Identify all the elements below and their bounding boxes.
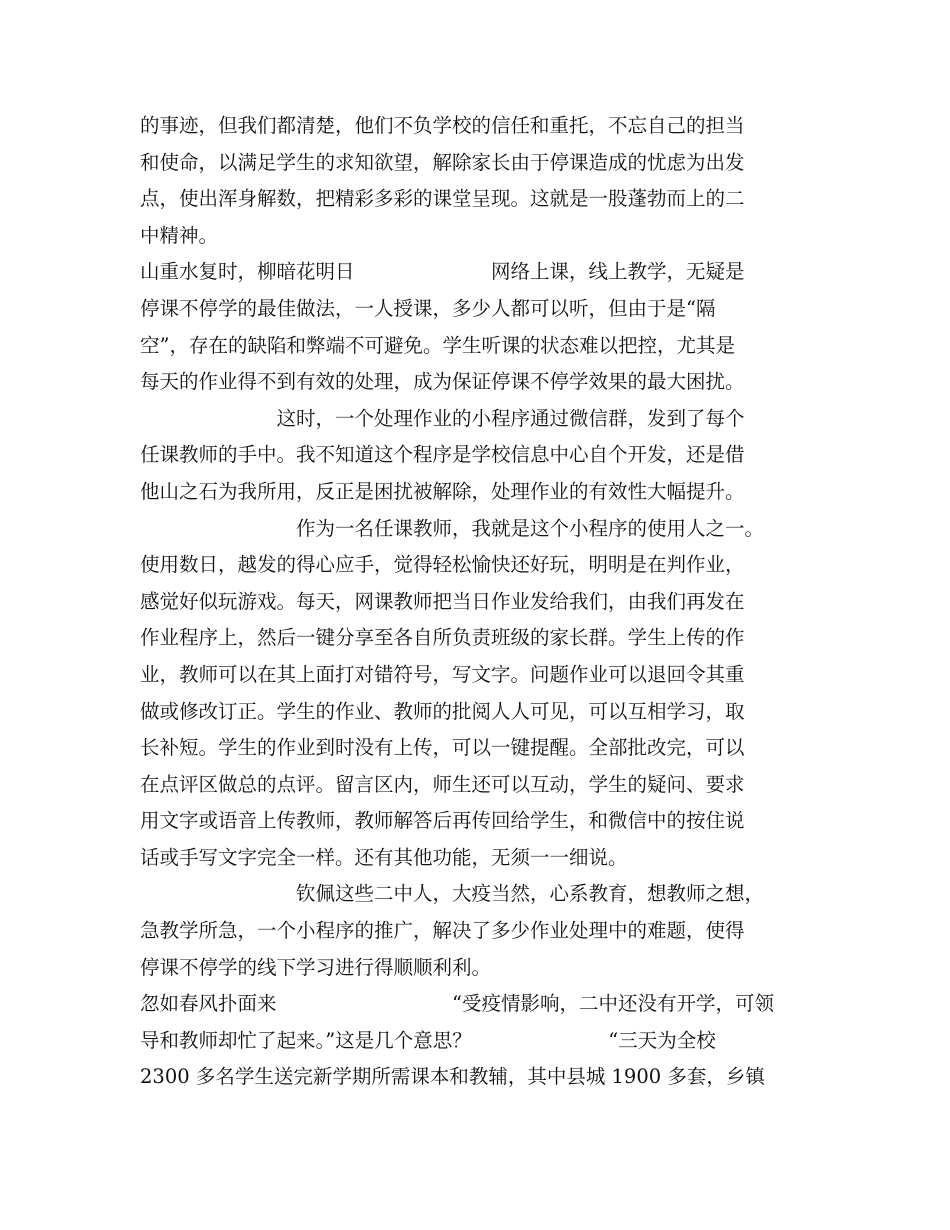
- body-text: [140, 108, 840, 1096]
- text-line: 话或手写文字完全一样。还有其他功能，无须一一细说。: [140, 845, 628, 869]
- text-line: 在点评区做总的点评。留言区内，师生还可以互动，学生的疑问、要求: [140, 772, 745, 796]
- text-line: 和使命，以满足学生的求知欲望，解除家长由于停课造成的忧虑为出发: [140, 150, 745, 174]
- text-line: 长补短。学生的作业到时没有上传，可以一键提醒。全部批改完，可以: [140, 736, 745, 760]
- text-line: 这时，一个处理作业的小程序通过微信群，发到了每个: [140, 406, 745, 430]
- text-line: 感觉好似玩游戏。每天，网课教师把当日作业发给我们，由我们再发在: [140, 589, 745, 613]
- text-line: 山重水复时，柳暗花明日 网络上课，线上教学，无疑是: [140, 260, 745, 284]
- text-line: 每天的作业得不到有效的处理，成为保证停课不停学效果的最大困扰。: [140, 370, 745, 394]
- text-line: 2300 多名学生送完新学期所需课本和教辅，其中县城 1900 多套，乡镇: [140, 1065, 765, 1089]
- text-line: 的事迹，但我们都清楚，他们不负学校的信任和重托，不忘自己的担当: [140, 114, 745, 137]
- text-line: 忽如春风扑面来 “受疫情影响，二中还没有开学，可领: [140, 992, 774, 1016]
- text-line: 业，教师可以在其上面打对错符号，写文字。问题作业可以退回令其重: [140, 662, 745, 686]
- text-line: 钦佩这些二中人，大疫当然，心系教育，想教师之想，: [140, 882, 765, 906]
- text-line: 停课不停学的最佳做法，一人授课，多少人都可以听，但由于是“隔: [140, 296, 716, 320]
- text-line: 急教学所急，一个小程序的推广，解决了多少作业处理中的难题，使得: [140, 919, 745, 943]
- text-line: 任课教师的手中。我不知道这个程序是学校信息中心自个开发，还是借: [140, 443, 745, 467]
- text-line: 作为一名任课教师，我就是这个小程序的使用人之一。: [140, 516, 765, 540]
- text-line: 用文字或语音上传教师，教师解答后再传回给学生，和微信中的按住说: [140, 809, 745, 833]
- text-line: 他山之石为我所用，反正是困扰被解除，处理作业的有效性大幅提升。: [140, 479, 745, 503]
- text-line: 作业程序上，然后一键分享至各自所负责班级的家长群。学生上传的作: [140, 626, 745, 650]
- text-line: 停课不停学的线下学习进行得顺顺利利。: [140, 955, 492, 979]
- text-line: 做或修改订正。学生的作业、教师的批阅人人可见，可以互相学习，取: [140, 699, 745, 723]
- text-line: 导和教师却忙了起来。”这是几个意思？ “三天为全校: [140, 1028, 716, 1052]
- text-line: 中精神。: [140, 223, 219, 247]
- text-line: 点，使出浑身解数，把精彩多彩的课堂呈现。这就是一股蓬勃而上的二: [140, 187, 745, 211]
- text-line: 空”，存在的缺陷和弊端不可避免。学生听课的状态难以把控，尤其是: [140, 333, 735, 357]
- text-line: 使用数日，越发的得心应手，觉得轻松愉快还好玩，明明是在判作业，: [140, 553, 745, 577]
